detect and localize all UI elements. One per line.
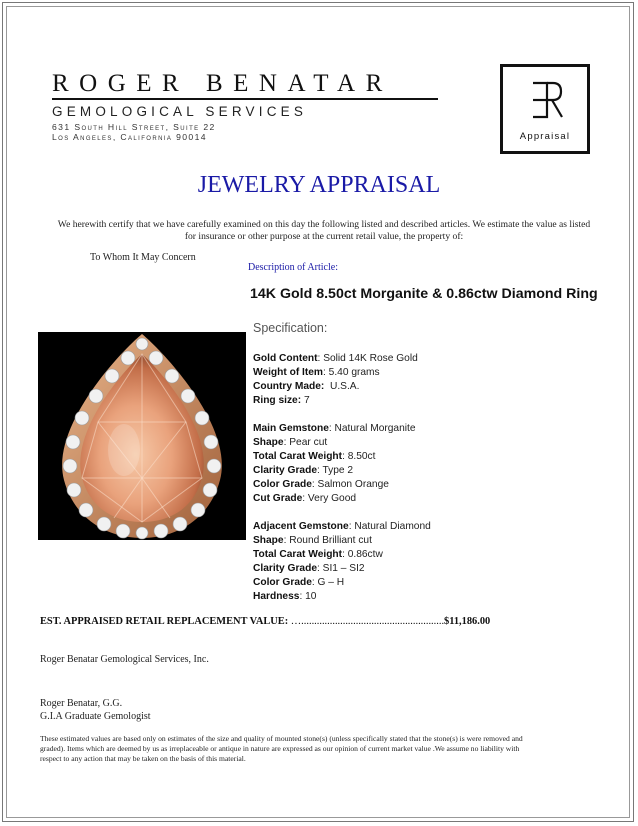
address-line-1: 631 South Hill Street, Suite 22: [52, 122, 216, 132]
spec-main-cut: Cut Grade: Very Good: [253, 493, 357, 504]
spec-weight: Weight of Item: 5.40 grams: [253, 367, 380, 378]
article-title: 14K Gold 8.50ct Morganite & 0.86ctw Diamond Ring: [250, 286, 598, 302]
company-subtitle: GEMOLOGICAL SERVICES: [52, 104, 308, 119]
description-label: Description of Article:: [248, 262, 338, 273]
spec-adjacent-carat: Total Carat Weight: 0.86ctw: [253, 549, 383, 560]
spec-country: Country Made: U.S.A.: [253, 381, 360, 392]
ring-photo: [38, 332, 246, 540]
company-name: ROGER BENATAR: [52, 70, 393, 97]
header-rule: [52, 98, 438, 100]
logo-caption: Appraisal: [519, 131, 571, 142]
spec-main-clarity: Clarity Grade: Type 2: [253, 465, 354, 476]
spec-main-shape: Shape: Pear cut: [253, 437, 328, 448]
signer-name: Roger Benatar, G.G.: [40, 698, 123, 709]
appraised-value-label: EST. APPRAISED RETAIL REPLACEMENT VALUE:: [40, 616, 289, 627]
spec-main-carat: Total Carat Weight: 8.50ct: [253, 451, 376, 462]
document-title: JEWELRY APPRAISAL: [197, 172, 441, 198]
value-leader: ….......................................................: [288, 616, 445, 627]
appraised-value: $11,186.00: [444, 616, 491, 627]
spec-adjacent-clarity: Clarity Grade: SI1 – SI2: [253, 563, 365, 574]
specification-label: Specification:: [253, 321, 328, 335]
spec-adjacent-shape: Shape: Round Brilliant cut: [253, 535, 372, 546]
recipient: To Whom It May Concern: [90, 252, 196, 263]
address-line-2: Los Angeles, California 90014: [52, 132, 207, 142]
spec-main-gemstone: Main Gemstone: Natural Morganite: [253, 423, 416, 434]
spec-gold-content: Gold Content: Solid 14K Rose Gold: [253, 353, 418, 364]
br-monogram-icon: [503, 77, 587, 123]
intro-paragraph: We herewith certify that we have carefully examined on this day the following listed and described articles. We estimate the value as listed for insurance or other purpose at the current retail value, the property of:: [57, 219, 591, 242]
spec-main-color: Color Grade: Salmon Orange: [253, 479, 389, 490]
spec-adjacent-color: Color Grade: G – H: [253, 577, 345, 588]
spec-adjacent-hardness: Hardness: 10: [253, 591, 317, 602]
morganite-ring-icon: [38, 332, 246, 540]
footer-company: Roger Benatar Gemological Services, Inc.: [40, 654, 209, 665]
spec-adjacent-gemstone: Adjacent Gemstone: Natural Diamond: [253, 521, 431, 532]
disclaimer: These estimated values are based only on estimates of the size and quality of mounted stone(s) (unless specifically stated that the stone(s) is were removed and graded). Items which are deemed by us as irreplaceable or antique in nature are expressed as our opinion of current market value .We assume no liability with respect to any action that may be taken on the basis of this material.: [40, 734, 523, 763]
spec-ring-size: Ring size: 7: [253, 395, 310, 406]
br-monogram-logo: [500, 64, 590, 154]
signer-title: G.I.A Graduate Gemologist: [40, 711, 151, 722]
appraised-value-line: [40, 616, 490, 627]
